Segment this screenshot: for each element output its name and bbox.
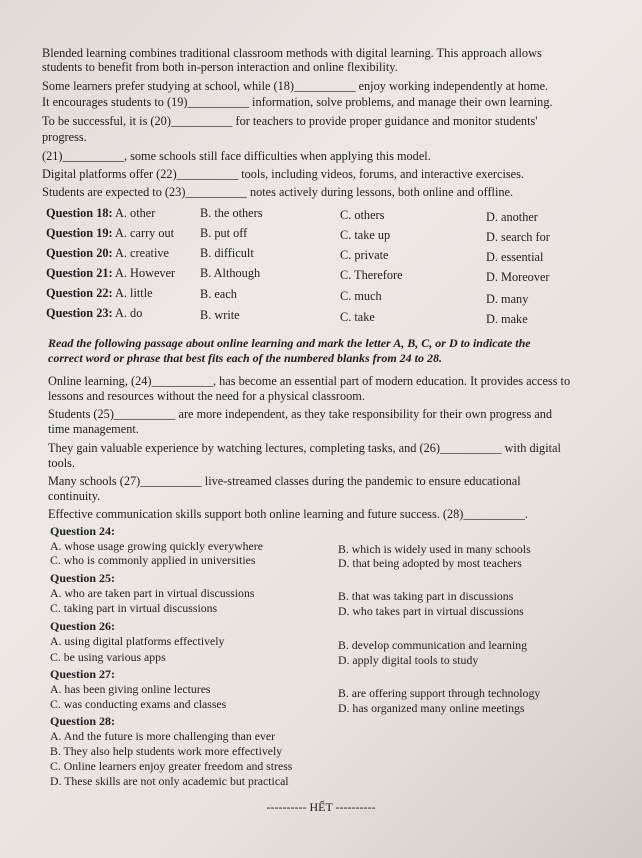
option-d: D. Moreover [486,270,550,284]
option-c: C. was conducting exams and classes [50,697,227,711]
option-d: D. many [486,292,529,306]
question-label: Question 18: [46,206,113,220]
option-a: A. carry out [115,226,175,240]
question-label: Question 22: [46,286,113,300]
question-label: Question 26: [50,619,116,633]
option-a: A. whose usage growing quickly everywhere [50,539,263,553]
option-c: C. take [340,310,375,324]
option-b: B. the others [200,206,263,220]
passage1-line3: Some learners prefer studying at school, while (18)__________ enjoy working independently at home. [42,79,549,93]
question-label: Question 24: [50,524,116,538]
question-label: Question 19: [46,226,113,240]
question-label: Question 21: [46,266,113,280]
option-b: B. develop communication and learning [338,638,528,652]
question-label: Question 20: [46,246,113,260]
option-a: A. who are taken part in virtual discussions [50,586,255,600]
option-a: A. And the future is more challenging than ever [50,729,276,743]
passage2-line7: Many schools (27)__________ live-streamed classes during the pandemic to ensure educational [48,474,521,488]
passage1-line8: Digital platforms offer (22)__________ tools, including videos, forums, and interactive exercises. [42,167,524,181]
passage1-line5: To be successful, it is (20)__________ for teachers to provide proper guidance and monitor students' [42,114,538,128]
option-b: B. put off [200,226,248,240]
option-c: C. who is commonly applied in universities [50,553,256,567]
option-a: A. do [115,306,143,320]
passage2-line9: Effective communication skills support both online learning and future success. (28)__________. [48,507,528,521]
question-label: Question 28: [50,714,116,728]
option-d: D. another [486,210,538,224]
option-a: A. other [115,206,156,220]
option-d: D. These skills are not only academic but practical [50,774,289,788]
passage1-line2: students to benefit from both in-person interaction and online flexibility. [42,60,398,74]
option-c: C. Therefore [340,268,403,282]
option-b: B. write [200,308,240,322]
instruction-line2: correct word or phrase that best fits each of the numbered blanks from 24 to 28. [48,351,443,365]
option-b: B. are offering support through technology [338,686,541,700]
option-c: C. taking part in virtual discussions [50,601,218,615]
question-label: Question 25: [50,571,116,585]
option-b: B. They also help students work more effectively [50,744,283,758]
option-d: D. apply digital tools to study [338,653,479,667]
passage2-line8: continuity. [48,489,101,503]
option-d: D. essential [486,250,544,264]
option-c: C. much [340,289,382,303]
option-c: C. Online learners enjoy greater freedom and stress [50,759,293,773]
option-d: D. make [486,312,528,326]
option-d: D. has organized many online meetings [338,701,525,715]
option-d: D. who takes part in virtual discussions [338,604,524,618]
passage1-line1: Blended learning combines traditional classroom methods with digital learning. This approach allows [42,46,542,60]
option-a: A. creative [115,246,169,260]
passage2-line4: time management. [48,422,139,436]
option-b: B. which is widely used in many schools [338,542,531,556]
option-d: D. search for [486,230,550,244]
passage1-line9: Students are expected to (23)__________ notes actively during lessons, both online and offline. [42,185,514,199]
option-b: B. that was taking part in discussions [338,589,514,603]
passage1-line6: progress. [42,130,87,144]
option-a: A. using digital platforms effectively [50,634,225,648]
option-c: C. private [340,248,389,262]
option-b: B. Although [200,266,261,280]
option-c: C. others [340,208,385,222]
option-c: C. be using various apps [50,650,166,664]
option-b: B. difficult [200,246,254,260]
passage1-line7: (21)__________, some schools still face difficulties when applying this model. [42,149,431,163]
passage2-line1: Online learning, (24)__________, has become an essential part of modern education. It provides access to [48,374,571,388]
passage2-line2: lessons and resources without the need for a physical classroom. [48,389,365,403]
option-a: A. However [115,266,176,280]
question-label: Question 27: [50,667,116,681]
option-c: C. take up [340,228,391,242]
option-d: D. that being adopted by most teachers [338,556,522,570]
passage1-line4: It encourages students to (19)__________ information, solve problems, and manage their own learning. [42,95,553,109]
option-b: B. each [200,287,237,301]
passage2-line6: tools. [48,456,75,470]
option-a: A. little [115,286,153,300]
end-marker: ---------- HẾT ---------- [266,800,376,814]
option-a: A. has been giving online lectures [50,682,211,696]
question-label: Question 23: [46,306,113,320]
instruction-line1: Read the following passage about online learning and mark the letter A, B, C, or D to indicate the [48,336,531,350]
passage2-line5: They gain valuable experience by watching lectures, completing tasks, and (26)__________ with digital [48,441,561,455]
passage2-line3: Students (25)__________ are more independent, as they take responsibility for their own progress and [48,407,553,421]
